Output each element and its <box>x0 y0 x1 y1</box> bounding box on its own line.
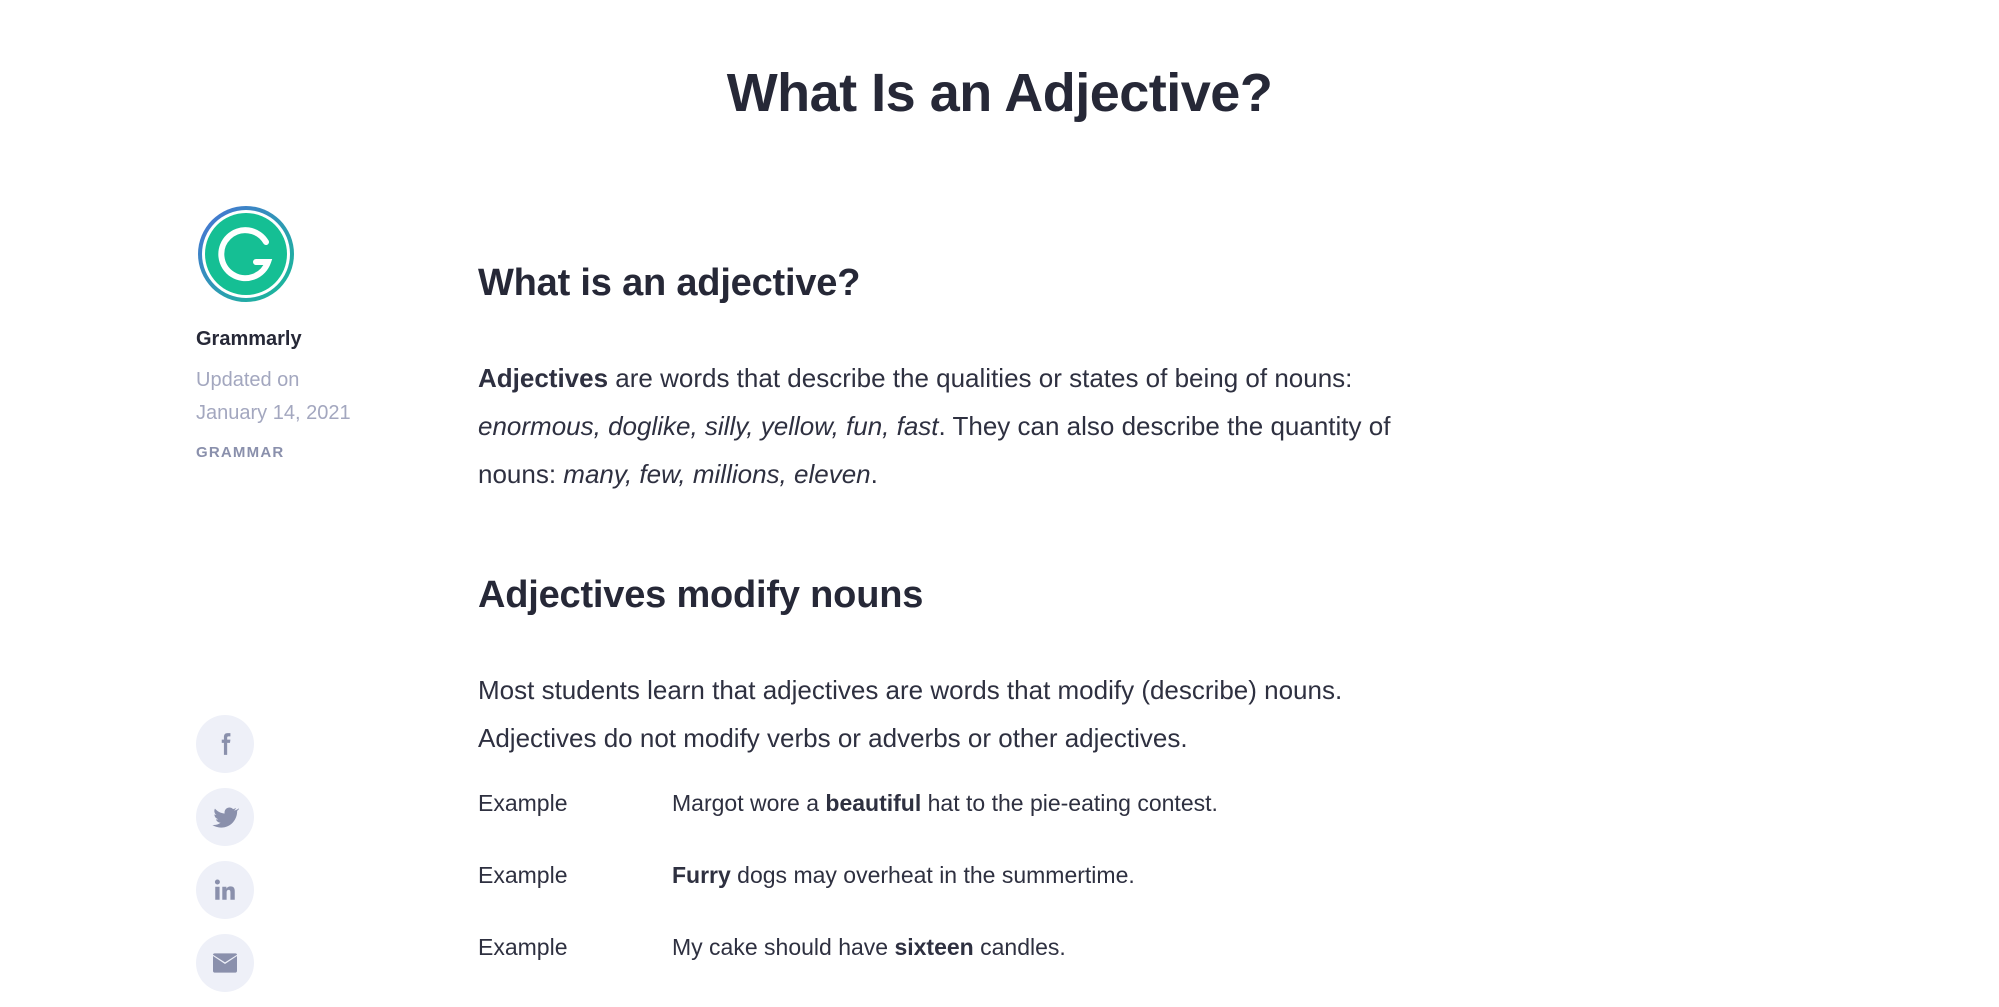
example-adjective: beautiful <box>825 790 922 816</box>
example-label: Example <box>478 934 568 960</box>
email-share-button[interactable] <box>196 934 254 992</box>
modify-text-2: Adjectives do not modify verbs or adverbs or other adjectives. <box>478 723 1188 753</box>
category-tag[interactable]: GRAMMAR <box>196 444 285 461</box>
twitter-share-button[interactable] <box>196 788 254 846</box>
page-title: What Is an Adjective? <box>726 63 1273 123</box>
definition-text-2: . They can also describe the quantity of <box>938 411 1391 441</box>
example-row <box>478 862 1478 934</box>
quantity-examples: many, few, millions, eleven <box>563 459 871 489</box>
modify-text-1: Most students learn that adjectives are words that modify (describe) nouns. <box>478 675 1343 705</box>
example-sentence <box>672 790 1218 817</box>
updated-date <box>196 364 351 430</box>
linkedin-icon <box>212 877 238 903</box>
term-adjectives: Adjectives <box>478 363 609 393</box>
example-adjective: sixteen <box>894 934 974 960</box>
grammarly-logo-icon[interactable] <box>196 204 296 304</box>
definition-text-4: . <box>870 459 878 489</box>
section-heading-modify-nouns: Adjectives modify nouns <box>478 574 924 616</box>
example-row <box>478 934 1478 1006</box>
example-text: hat to the pie-eating contest. <box>921 790 1218 816</box>
linkedin-share-button[interactable] <box>196 861 254 919</box>
example-row <box>478 790 1478 862</box>
examples-list <box>478 790 1478 1006</box>
example-label: Example <box>478 862 568 888</box>
updated-date-value: January 14, 2021 <box>196 402 351 424</box>
example-label: Example <box>478 790 568 816</box>
example-sentence <box>672 862 1135 889</box>
definition-paragraph <box>478 354 1478 498</box>
quality-examples: enormous, doglike, silly, yellow, fun, fast <box>478 411 939 441</box>
definition-text-3: nouns: <box>478 459 564 489</box>
example-adjective: Furry <box>672 862 731 888</box>
twitter-icon <box>211 803 239 831</box>
section-heading-what-is: What is an adjective? <box>478 262 861 304</box>
definition-text-1: are words that describe the qualities or states of being of nouns: <box>608 363 1353 393</box>
facebook-icon <box>212 731 238 757</box>
updated-label: Updated on <box>196 369 300 391</box>
modify-nouns-paragraph <box>478 666 1478 762</box>
example-sentence <box>672 934 1066 961</box>
example-text: candles. <box>973 934 1066 960</box>
facebook-share-button[interactable] <box>196 715 254 773</box>
email-icon <box>211 951 239 975</box>
share-buttons <box>196 715 254 1007</box>
example-text: My cake should have <box>672 934 895 960</box>
example-text: dogs may overheat in the summertime. <box>730 862 1135 888</box>
author-name[interactable]: Grammarly <box>196 328 302 350</box>
example-text: Margot wore a <box>672 790 826 816</box>
